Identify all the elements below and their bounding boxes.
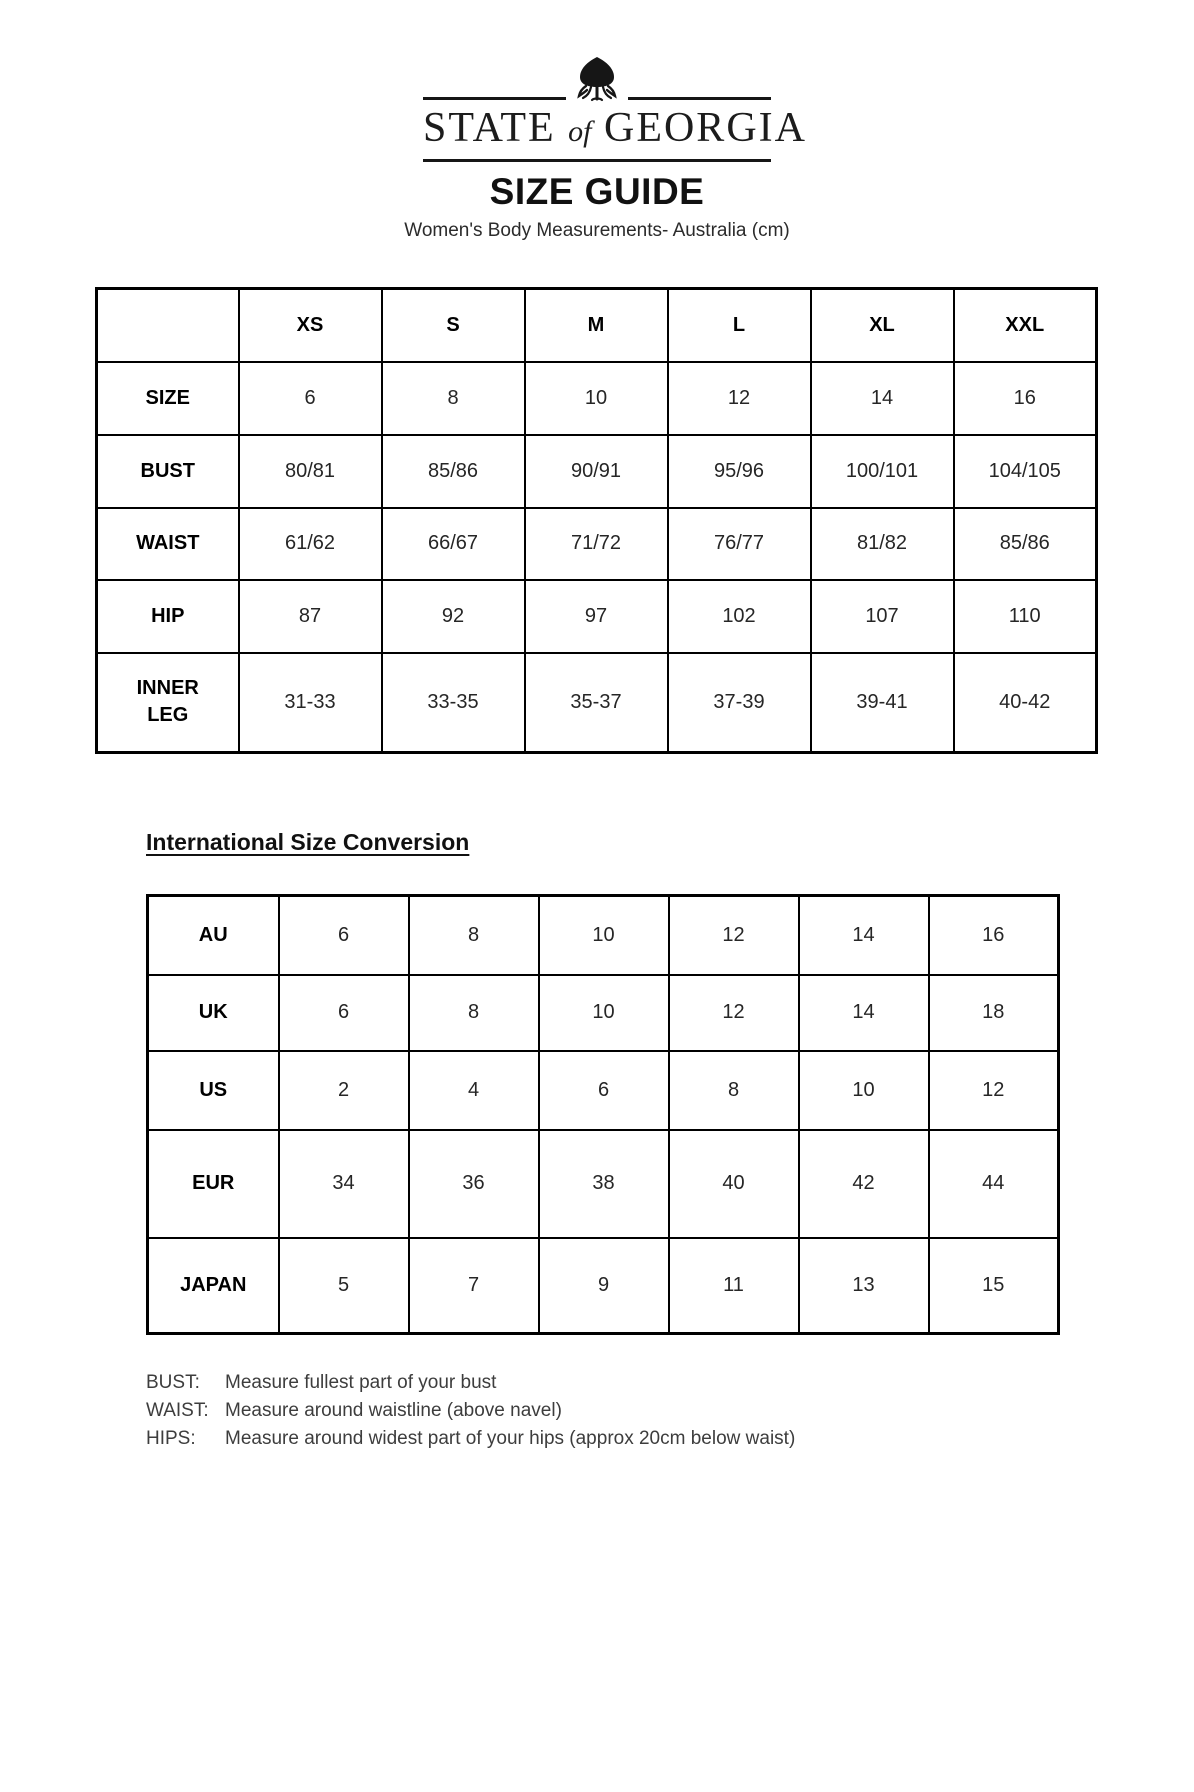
- note-label: WAIST:: [146, 1400, 209, 1421]
- row-label-us: US: [148, 1051, 279, 1130]
- table-row: [148, 1051, 1059, 1130]
- row-label-hip: HIP: [97, 580, 239, 653]
- cell: 6: [239, 362, 382, 435]
- cell: 7: [409, 1238, 539, 1334]
- table-row: [97, 508, 1097, 580]
- measurements-header-row: [97, 289, 1097, 362]
- cell: 40-42: [954, 653, 1097, 753]
- note-hips: [146, 1425, 795, 1453]
- note-waist: [146, 1397, 795, 1425]
- cell: 4: [409, 1051, 539, 1130]
- measuring-notes: [146, 1369, 795, 1453]
- table-row: [97, 435, 1097, 508]
- row-label-inner-leg: INNER LEG: [97, 653, 239, 753]
- cell: 90/91: [525, 435, 668, 508]
- cell: 14: [799, 975, 929, 1051]
- cell: 42: [799, 1130, 929, 1238]
- cell: 33-35: [382, 653, 525, 753]
- cell: 10: [525, 362, 668, 435]
- cell: 10: [539, 896, 669, 975]
- col-header-s: S: [382, 289, 525, 362]
- cell: 8: [669, 1051, 799, 1130]
- cell: 85/86: [382, 435, 525, 508]
- conversion-table: [146, 894, 1060, 1335]
- page-subtitle: Women's Body Measurements- Australia (cm): [404, 220, 790, 241]
- logo-top-rule: [423, 56, 771, 101]
- cell: 12: [669, 896, 799, 975]
- conversion-heading: International Size Conversion: [146, 829, 470, 855]
- table-row: [148, 896, 1059, 975]
- note-bust: [146, 1369, 795, 1397]
- brand-name-state: STATE: [423, 105, 556, 151]
- cell: 80/81: [239, 435, 382, 508]
- cell: 5: [279, 1238, 409, 1334]
- cell: 8: [409, 975, 539, 1051]
- brand-logo: [423, 56, 807, 162]
- cell: 12: [669, 975, 799, 1051]
- cell: 85/86: [954, 508, 1097, 580]
- cell: 76/77: [668, 508, 811, 580]
- cell: 35-37: [525, 653, 668, 753]
- cell: 16: [954, 362, 1097, 435]
- note-label: HIPS:: [146, 1428, 196, 1449]
- table-row: [97, 580, 1097, 653]
- cell: 102: [668, 580, 811, 653]
- cell: 110: [954, 580, 1097, 653]
- row-label-japan: JAPAN: [148, 1238, 279, 1334]
- table-row: [148, 975, 1059, 1051]
- cell: 81/82: [811, 508, 954, 580]
- logo-rule-left: [423, 97, 566, 100]
- row-label-uk: UK: [148, 975, 279, 1051]
- col-header-xxl: XXL: [954, 289, 1097, 362]
- cell: 37-39: [668, 653, 811, 753]
- cell: 100/101: [811, 435, 954, 508]
- cell: 10: [799, 1051, 929, 1130]
- cell: 12: [929, 1051, 1059, 1130]
- cell: 10: [539, 975, 669, 1051]
- cell: 8: [382, 362, 525, 435]
- cell: 36: [409, 1130, 539, 1238]
- row-label-waist: WAIST: [97, 508, 239, 580]
- cell: 61/62: [239, 508, 382, 580]
- cell: 16: [929, 896, 1059, 975]
- col-header-m: M: [525, 289, 668, 362]
- table-row: [97, 653, 1097, 753]
- cell: 12: [668, 362, 811, 435]
- col-header-xs: XS: [239, 289, 382, 362]
- cell: 104/105: [954, 435, 1097, 508]
- cell: 39-41: [811, 653, 954, 753]
- header: [0, 56, 1194, 242]
- cell: 6: [279, 975, 409, 1051]
- cell: 40: [669, 1130, 799, 1238]
- col-header-xl: XL: [811, 289, 954, 362]
- cell: 15: [929, 1238, 1059, 1334]
- cell: 9: [539, 1238, 669, 1334]
- row-label-size: SIZE: [97, 362, 239, 435]
- table-row: [97, 362, 1097, 435]
- cell: 107: [811, 580, 954, 653]
- note-text: Measure around widest part of your hips (approx 20cm below waist): [225, 1428, 796, 1449]
- page-title: SIZE GUIDE: [489, 171, 705, 212]
- brand-name: [423, 101, 807, 162]
- cell: 71/72: [525, 508, 668, 580]
- cell: 8: [409, 896, 539, 975]
- measurements-table: [95, 287, 1098, 754]
- cell: 97: [525, 580, 668, 653]
- cell: 14: [811, 362, 954, 435]
- row-label-bust: BUST: [97, 435, 239, 508]
- cell: 2: [279, 1051, 409, 1130]
- cell: 14: [799, 896, 929, 975]
- note-text: Measure fullest part of your bust: [225, 1372, 497, 1393]
- col-header-l: L: [668, 289, 811, 362]
- logo-rule-right: [628, 97, 771, 100]
- brand-name-georgia: GEORGIA: [603, 105, 807, 151]
- cell: 13: [799, 1238, 929, 1334]
- cell: 92: [382, 580, 525, 653]
- cell: 38: [539, 1130, 669, 1238]
- note-text: Measure around waistline (above navel): [225, 1400, 562, 1421]
- tree-icon: [571, 56, 623, 102]
- row-label-au: AU: [148, 896, 279, 975]
- cell: 87: [239, 580, 382, 653]
- cell: 6: [539, 1051, 669, 1130]
- table-row: [148, 1130, 1059, 1238]
- cell: 31-33: [239, 653, 382, 753]
- cell: 44: [929, 1130, 1059, 1238]
- cell: 6: [279, 896, 409, 975]
- note-label: BUST:: [146, 1372, 200, 1393]
- cell: 34: [279, 1130, 409, 1238]
- cell: 95/96: [668, 435, 811, 508]
- table-row: [148, 1238, 1059, 1334]
- cell: 11: [669, 1238, 799, 1334]
- cell: 66/67: [382, 508, 525, 580]
- cell: 18: [929, 975, 1059, 1051]
- brand-name-of: of: [568, 115, 592, 148]
- corner-cell: [97, 289, 239, 362]
- row-label-eur: EUR: [148, 1130, 279, 1238]
